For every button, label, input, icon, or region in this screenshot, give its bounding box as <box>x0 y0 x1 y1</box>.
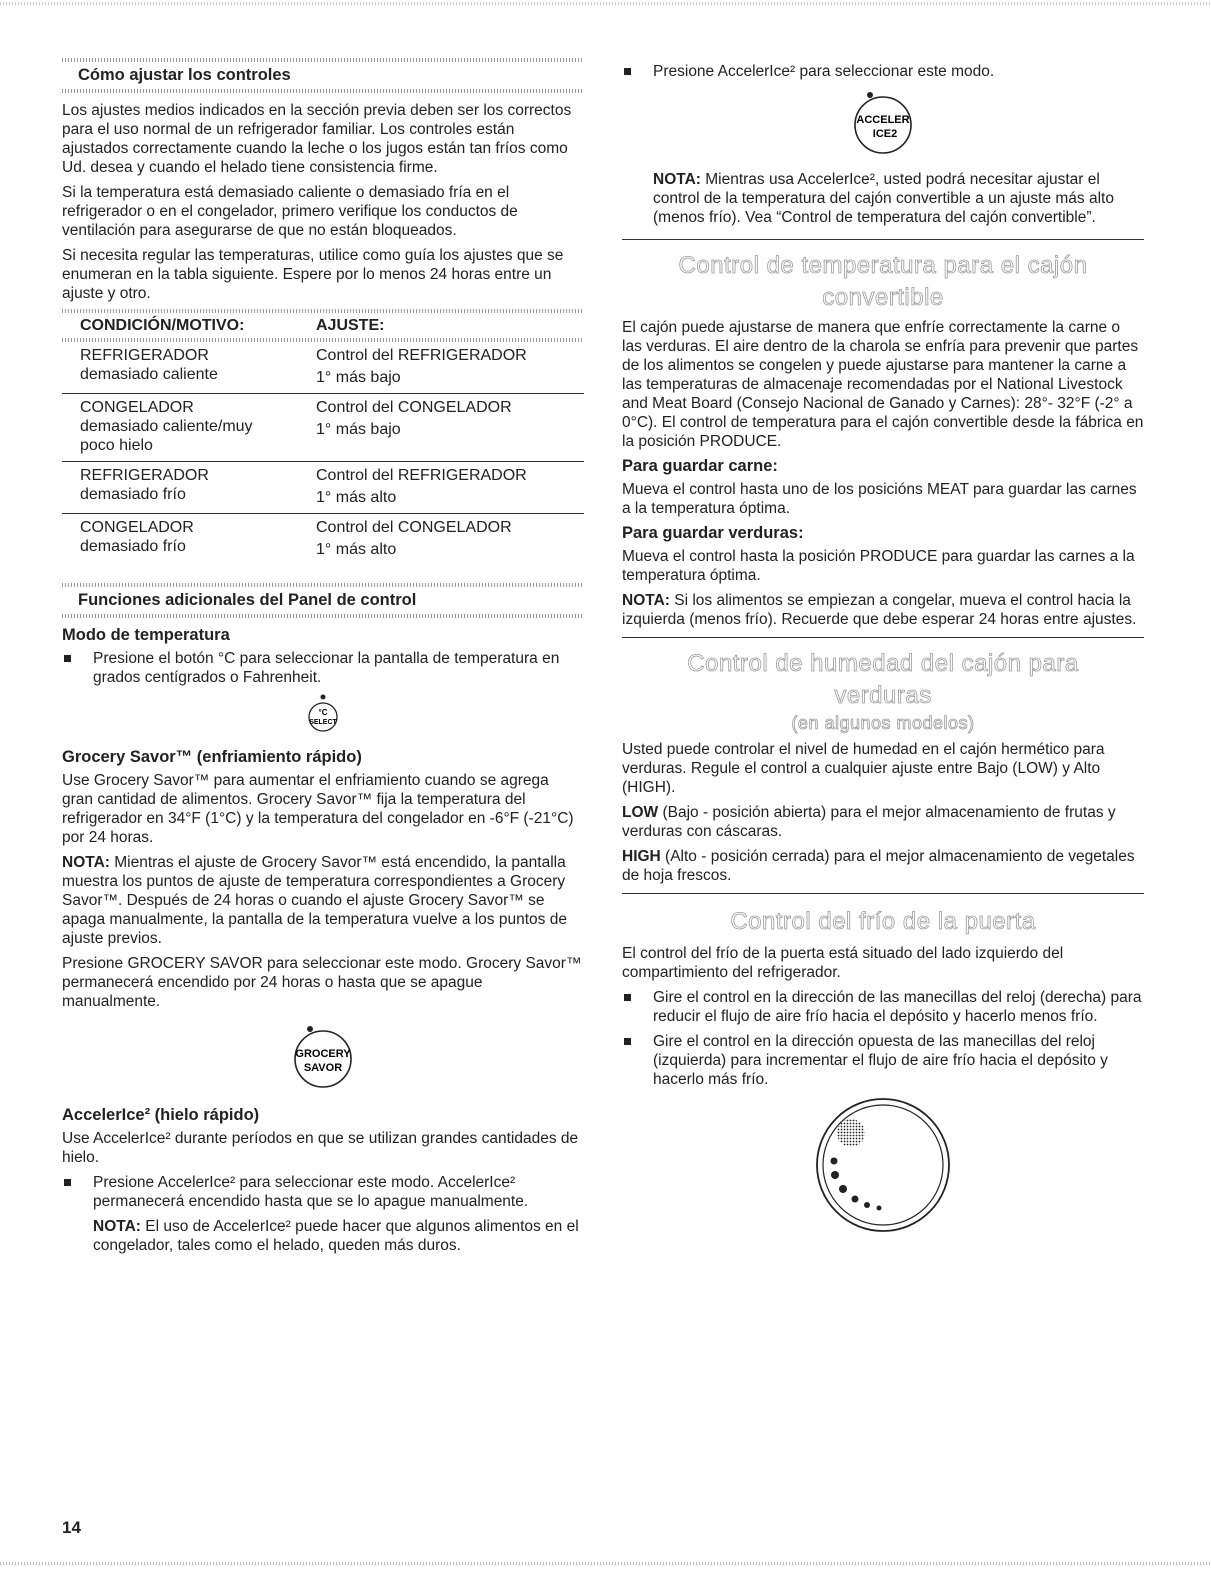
nota-text: Si los alimentos se empiezan a congelar, mueva el control hacia la izquierda (menos frío). Recuerde que debe esperar 24 horas entre ajustes. <box>622 592 1137 628</box>
page-number: 14 <box>62 1518 81 1537</box>
bullet-item: Gire el control en la dirección de las manecillas del reloj (derecha) para reducir el flujo de aire frío hacia el depósito y hacerlo menos frío. <box>622 988 1144 1026</box>
nota-label: NOTA: <box>62 854 110 871</box>
paragraph: Use Grocery Savor™ para aumentar el enfriamiento cuando se agrega gran cantidad de alimentos. Grocery Savor™ fija la temperatura del refrigerador en 34°F (1°C) y la temperatura del congelador en -6°F (-21°C) por 24 horas. <box>62 772 574 846</box>
heading-humedad-note: (en algunos modelos) <box>791 713 975 733</box>
subheading-grocery: Grocery Savor™ (enfriamiento rápido) <box>62 748 362 766</box>
accel-icon-top: ACCELER <box>856 114 910 126</box>
accelerice-icon <box>848 87 918 157</box>
select-icon <box>303 693 343 733</box>
nota-label: NOTA: <box>93 1218 141 1235</box>
subheading-verduras: Para guardar verduras: <box>622 524 804 542</box>
paragraph: Use AccelerIce² durante períodos en que se utilizan grandes cantidades de hielo. <box>62 1130 579 1166</box>
heading-cajon-convertible <box>622 250 1144 314</box>
bullet-item: Gire el control en la dirección opuesta de las manecillas del reloj (izquierda) para incrementar el flujo de aire frío hacia el depósito y hacerlo más frío. <box>622 1032 1144 1089</box>
bottom-edge-hatch <box>0 1562 1211 1565</box>
table-row <box>62 342 584 394</box>
bullet-item: Presione el botón °C para seleccionar la pantalla de temperatura en grados centígrados o Fahrenheit. <box>62 649 584 687</box>
paragraph: Los ajustes medios indicados en la sección previa deben ser los correctos para el uso normal de un refrigerador familiar. Los controles están ajustados correctamente cuando la leche o los jugos están tan fríos como Ud. desea y cuando el helado tiene consistencia firme. <box>62 102 572 176</box>
paragraph: Usted puede controlar el nivel de humedad en el cajón hermético para verduras. Regule el control a cualquier ajuste entre Bajo (LOW) y Alto (HIGH). <box>622 741 1105 796</box>
table-row <box>62 462 584 514</box>
row-control: Control del REFRIGERADOR <box>316 347 527 364</box>
heading-humedad <box>622 648 1144 712</box>
high-paragraph <box>622 847 1144 885</box>
row-condition: demasiado caliente/muy poco hielo <box>80 418 253 454</box>
nota-paragraph <box>622 170 1144 227</box>
row-adjust: 1° más bajo <box>316 421 401 438</box>
paragraph: Si la temperatura está demasiado caliente o demasiado fría en el refrigerador o en el congelador, primero verifique los conductos de ventilación para asegurarse de que no están bloqueados. <box>62 184 518 239</box>
paragraph: Presione GROCERY SAVOR para seleccionar este modo. Grocery Savor™ permanecerá encendido por 24 horas o hasta que se apague manualmente. <box>62 955 582 1010</box>
grocery-savor-button-icon <box>62 1021 584 1096</box>
settings-table <box>62 309 584 565</box>
low-text: (Bajo - posición abierta) para el mejor almacenamiento de frutas y verduras con cáscaras. <box>622 804 1116 840</box>
top-edge-hatch <box>0 2 1211 5</box>
paragraph: Mueva el control hasta uno de los posicións MEAT para guardar las carnes a la temperatura óptima. <box>622 481 1137 517</box>
nota-label: NOTA: <box>653 171 701 188</box>
row-label: REFRIGERADOR <box>80 347 209 364</box>
row-label: CONGELADOR <box>80 519 194 536</box>
subheading-modo: Modo de temperatura <box>62 626 230 644</box>
row-condition: demasiado frío <box>80 538 186 555</box>
heading-puerta: Control del frío de la puerta <box>730 908 1036 935</box>
header-condicion: CONDICIÓN/MOTIVO: <box>80 317 245 334</box>
bullet-item: Presione AccelerIce² para seleccionar este modo. AccelerIce² permanecerá encendido hasta que se lo apague manualmente. <box>62 1173 584 1211</box>
grocery-icon-top: GROCERY <box>295 1048 351 1060</box>
row-label: CONGELADOR <box>80 399 194 416</box>
low-label: LOW <box>622 804 659 821</box>
nota-paragraph <box>622 591 1144 629</box>
low-paragraph <box>622 803 1144 841</box>
row-condition: demasiado frío <box>80 486 186 503</box>
table-header <box>62 313 584 338</box>
nota-paragraph <box>62 1217 584 1255</box>
row-condition: demasiado caliente <box>80 366 218 383</box>
header-ajuste: AJUSTE: <box>316 317 385 334</box>
high-label: HIGH <box>622 848 661 865</box>
section-title-funciones: Funciones adicionales del Panel de control <box>78 591 417 609</box>
door-cold-dial <box>622 1095 1144 1240</box>
paragraph: El control del frío de la puerta está situado del lado izquierdo del compartimiento del refrigerador. <box>622 945 1064 981</box>
accelerice-button-icon <box>622 87 1144 162</box>
row-label: REFRIGERADOR <box>80 467 209 484</box>
accel-icon-bottom: ICE2 <box>872 128 898 140</box>
paragraph: Si necesita regular las temperaturas, utilice como guía los ajustes que se enumeran en la tabla siguiente. Espere por lo menos 24 horas entre un ajuste y otro. <box>62 247 564 302</box>
row-adjust: 1° más alto <box>316 541 397 558</box>
right-column <box>622 62 1144 1250</box>
section-divider <box>622 893 1144 894</box>
grocery-savor-icon <box>288 1021 358 1091</box>
row-control: Control del CONGELADOR <box>316 519 512 536</box>
row-control: Control del CONGELADOR <box>316 399 512 416</box>
paragraph: El cajón puede ajustarse de manera que enfríe correctamente la carne o las verduras. El aire dentro de la charola se enfría para prevenir que partes de los alimentos se congelen y puede ajustarse para mantener la carne a las temperaturas de almacenaje recomendadas por el National Livestock and Meat Board (Consejo Nacional de Ganado y Carnes): 28°- 32°F (-2° a 0°C). El control de temperatura para el cajón convertible desde la fábrica en la posición PRODUCE. <box>622 319 1144 450</box>
nota-text: Mientras el ajuste de Grocery Savor™ está encendido, la pantalla muestra los puntos de ajuste de temperatura correspondientes a Grocery Savor™. Después de 24 horas o cuando el ajuste Grocery Savor™ se apaga manualmente, la pantalla de la temperatura vuelve a los puntos de ajuste previos. <box>62 854 567 947</box>
row-adjust: 1° más alto <box>316 489 397 506</box>
nota-paragraph <box>62 853 584 948</box>
section-divider <box>622 239 1144 240</box>
nota-label: NOTA: <box>622 592 670 609</box>
section-title-ajustar: Cómo ajustar los controles <box>78 66 291 84</box>
select-icon-bottom: SELECT <box>309 719 337 726</box>
heading-line: Control de humedad del cajón para <box>687 650 1079 677</box>
select-icon-top: °C <box>318 708 328 717</box>
select-button-icon <box>62 693 584 738</box>
heading-line: Control de temperatura para el cajón <box>678 252 1088 279</box>
grocery-icon-bottom: SAVOR <box>303 1062 343 1074</box>
subheading-accelerice: AccelerIce² (hielo rápido) <box>62 1106 260 1124</box>
heading-line: verduras <box>834 682 932 709</box>
subheading-carne: Para guardar carne: <box>622 457 778 475</box>
dial-icon <box>813 1095 953 1235</box>
section-rule <box>62 614 584 618</box>
row-control: Control del REFRIGERADOR <box>316 467 527 484</box>
high-text: (Alto - posición cerrada) para el mejor almacenamiento de vegetales de hoja frescos. <box>622 848 1135 884</box>
left-column <box>62 58 584 1261</box>
table-row <box>62 394 584 462</box>
bullet-item: Presione AccelerIce² para seleccionar este modo. <box>622 62 1144 81</box>
section-rule <box>62 89 584 93</box>
table-row <box>62 514 584 565</box>
paragraph: Mueva el control hasta la posición PRODUCE para guardar las carnes a la temperatura óptima. <box>622 548 1135 584</box>
section-divider <box>622 637 1144 638</box>
row-adjust: 1° más bajo <box>316 369 401 386</box>
nota-text: El uso de AccelerIce² puede hacer que algunos alimentos en el congelador, tales como el helado, queden más duros. <box>93 1218 579 1254</box>
heading-line: convertible <box>822 284 944 311</box>
nota-text: Mientras usa AccelerIce², usted podrá necesitar ajustar el control de la temperatura del cajón convertible a un ajuste más alto (menos frío). Vea “Control de temperatura del cajón convertible”. <box>653 171 1114 226</box>
